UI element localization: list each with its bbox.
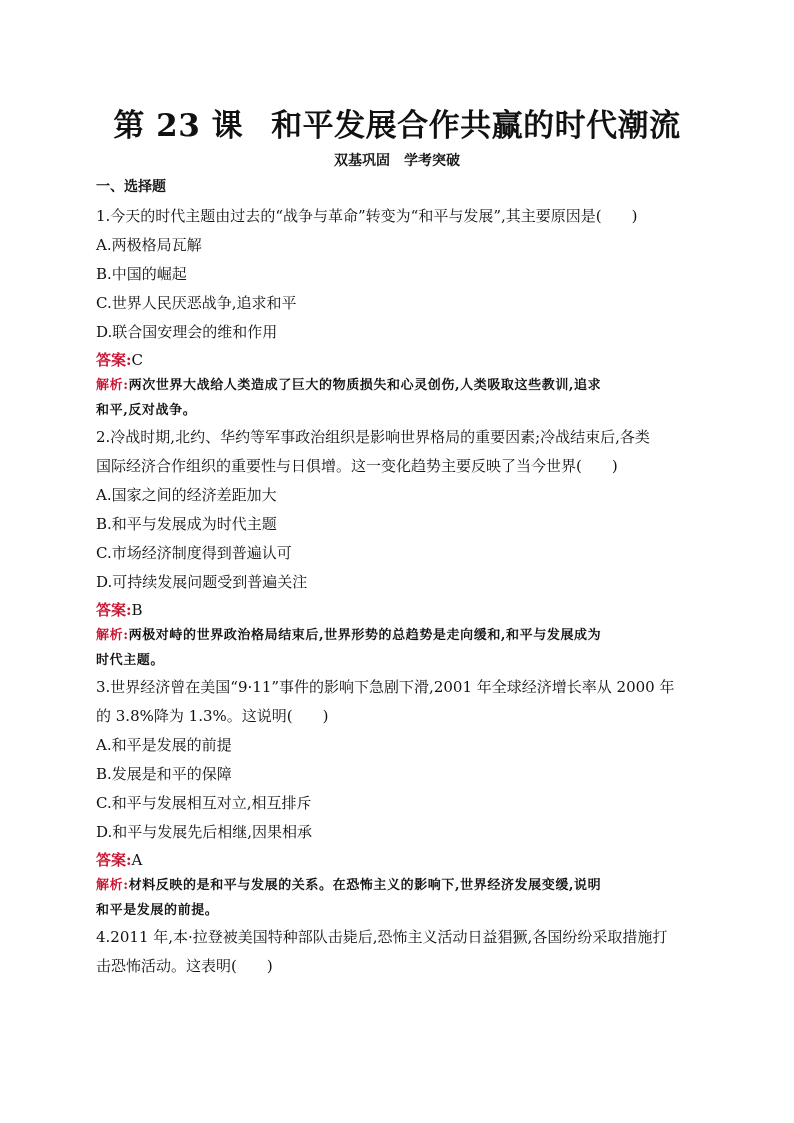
answer-label: 答案: xyxy=(96,851,132,869)
option-d: D.和平与发展先后相继,因果相承 xyxy=(96,823,313,841)
option-c: C.市场经济制度得到普遍认可 xyxy=(96,544,292,562)
option-b: B.中国的崛起 xyxy=(96,265,187,283)
analysis-label: 解析: xyxy=(96,628,129,643)
analysis-text: 时代主题。 xyxy=(96,653,165,668)
answer-value: B xyxy=(131,601,143,619)
section-heading: 一、选择题 xyxy=(96,179,166,195)
question-3 xyxy=(96,673,706,923)
subtitle-part: 学考突破 xyxy=(404,153,460,169)
option-b: B.和平与发展成为时代主题 xyxy=(96,515,277,533)
option-a: A.两极格局瓦解 xyxy=(96,236,202,254)
answer-label: 答案: xyxy=(96,601,132,619)
analysis-label: 解析: xyxy=(96,378,129,393)
option-c: C.和平与发展相互对立,相互排斥 xyxy=(96,794,312,812)
lesson-number: 第 23 课 xyxy=(113,108,244,144)
analysis-label: 解析: xyxy=(96,878,129,893)
option-d: D.可持续发展问题受到普遍关注 xyxy=(96,573,308,591)
answer-value: A xyxy=(131,851,143,869)
option-b: B.发展是和平的保障 xyxy=(96,765,232,783)
analysis xyxy=(96,873,706,923)
question-stem: 2.冷战时期,北约、华约等军事政治组织是影响世界格局的重要因素;冷战结束后,各类 xyxy=(96,428,650,446)
lesson-title: 和平发展合作共赢的时代潮流 xyxy=(271,108,681,144)
subtitle-part: 双基巩固 xyxy=(334,153,390,169)
option-d: D.联合国安理会的维和作用 xyxy=(96,323,278,341)
analysis-text: 材料反映的是和平与发展的关系。在恐怖主义的影响下,世界经济发展变缓,说明 xyxy=(128,878,602,893)
question-4 xyxy=(96,923,706,981)
option-c: C.世界人民厌恶战争,追求和平 xyxy=(96,294,297,312)
analysis xyxy=(96,373,706,423)
option-a: A.和平是发展的前提 xyxy=(96,736,232,754)
analysis-text: 两极对峙的世界政治格局结束后,世界形势的总趋势是走向缓和,和平与发展成为 xyxy=(128,628,602,643)
answer xyxy=(96,847,706,873)
analysis xyxy=(96,623,706,673)
question-stem: 4.2011 年,本·拉登被美国特种部队击毙后,恐怖主义活动日益猖獗,各国纷纷采取措施打 xyxy=(96,928,668,946)
question-stem: 的 3.8%降为 1.3%。这说明( ) xyxy=(96,707,329,725)
analysis-text: 两次世界大战给人类造成了巨大的物质损失和心灵创伤,人类吸取这些教训,追求 xyxy=(128,378,602,393)
question-stem: 击恐怖活动。这表明( ) xyxy=(96,957,273,975)
answer-label: 答案: xyxy=(96,351,132,369)
answer xyxy=(96,347,706,373)
question-stem: 1.今天的时代主题由过去的“战争与革命”转变为“和平与发展”,其主要原因是( ) xyxy=(96,207,638,225)
analysis-text: 和平,反对战争。 xyxy=(96,403,197,418)
question-2 xyxy=(96,423,706,673)
answer xyxy=(96,597,706,623)
question-stem: 国际经济合作组织的重要性与日俱增。这一变化趋势主要反映了当今世界( ) xyxy=(96,457,618,475)
question-content xyxy=(96,176,706,981)
question-1 xyxy=(96,202,706,423)
page-subtitle xyxy=(0,150,794,170)
answer-value: C xyxy=(131,351,144,369)
analysis-text: 和平是发展的前提。 xyxy=(96,903,219,918)
question-stem: 3.世界经济曾在美国“9·11”事件的影响下急剧下滑,2001 年全球经济增长率从 2000 年 xyxy=(96,678,675,696)
option-a: A.国家之间的经济差距加大 xyxy=(96,486,277,504)
page-title xyxy=(0,100,794,145)
